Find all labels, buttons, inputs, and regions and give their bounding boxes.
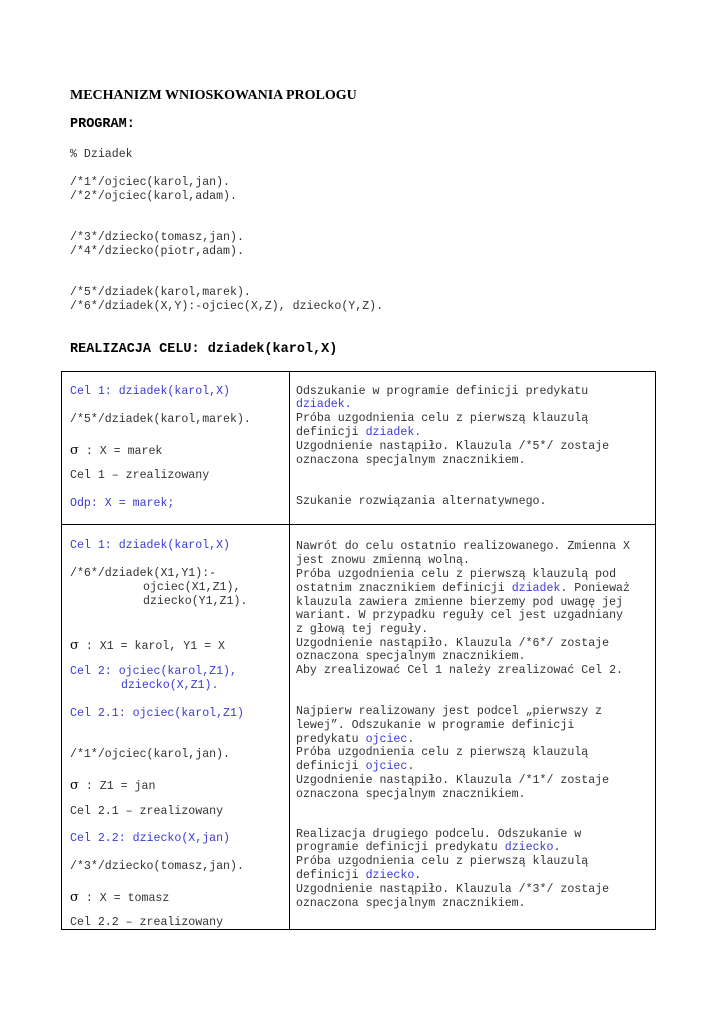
predicate-name: ojciec <box>365 733 408 746</box>
status-text: Cel 1 – zrealizowany <box>70 469 210 482</box>
substitution-text: : X1 = karol, Y1 = X <box>78 640 225 653</box>
predicate-name: ojciec <box>365 760 408 773</box>
clause-text: /*3*/dziecko(tomasz,jan). <box>70 860 244 873</box>
sigma-symbol: σ <box>70 778 79 793</box>
explanation-line: Najpierw realizowany jest podcel „pierwszy z <box>296 705 603 718</box>
explanation-text: definicji <box>296 760 366 773</box>
explanation-text: definicji <box>296 869 366 882</box>
explanation-line: Nawrót do celu ostatnio realizowanego. Zmienna X <box>296 540 630 553</box>
sigma-symbol: σ <box>70 890 79 905</box>
explanation-line: Uzgodnienie nastąpiło. Klauzula /*3*/ zostaje <box>296 883 610 896</box>
substitution-text: : Z1 = jan <box>78 780 156 793</box>
explanation-line: Uzgodnienie nastąpiło. Klauzula /*5*/ zostaje <box>296 440 610 453</box>
explanation-line: lewej”. Odszukanie w programie definicji <box>296 719 575 732</box>
explanation-text: . <box>414 869 422 882</box>
explanation-text: . <box>407 733 415 746</box>
explanation-line: Próba uzgodnienia celu z pierwszą klauzulą <box>296 412 589 425</box>
explanation-line: Próba uzgodnienia celu z pierwszą klauzulą <box>296 746 589 759</box>
explanation-line <box>296 869 421 882</box>
explanation-line: jest znowu zmienną wolną. <box>296 554 470 567</box>
explanation-text: . Ponieważ <box>560 582 630 595</box>
explanation-line: Uzgodnienie nastąpiło. Klauzula /*6*/ zostaje <box>296 637 610 650</box>
explanation-line: dziadek. <box>296 398 352 411</box>
explanation-line: klauzula zawiera zmienne bierzemy pod uwagę jej <box>296 596 623 609</box>
explanation-line <box>296 733 414 746</box>
explanation-line: wariant. W przypadku reguły cel jest uzgadniany <box>296 609 623 622</box>
clause-text: ojciec(X1,Z1), <box>143 581 241 594</box>
explanation-line: Szukanie rozwiązania alternatywnego. <box>296 495 547 508</box>
predicate-name: dziadek. <box>365 426 422 439</box>
predicate-name: dziadek <box>511 582 561 595</box>
explanation-line: oznaczona specjalnym znacznikiem. <box>296 788 526 801</box>
explanation-line: Uzgodnienie nastąpiło. Klauzula /*1*/ zostaje <box>296 774 610 787</box>
sigma-symbol: σ <box>70 443 79 458</box>
substitution <box>70 888 169 906</box>
explanation-line: oznaczona specjalnym znacznikiem. <box>296 897 526 910</box>
explanation-line: Próba uzgodnienia celu z pierwszą klauzulą <box>296 855 589 868</box>
goal-heading: REALIZACJA CELU: dziadek(karol,X) <box>70 342 338 357</box>
explanation-text: . <box>553 841 561 854</box>
goal-label: Cel 2: ojciec(karol,Z1), <box>70 665 237 678</box>
program-line: /*1*/ojciec(karol,jan). <box>70 176 231 189</box>
clause-text: /*5*/dziadek(karol,marek). <box>70 413 251 426</box>
explanation-text: predykatu <box>296 733 366 746</box>
explanation-text: ostatnim znacznikiem definicji <box>296 582 512 595</box>
predicate-name: dziecko <box>365 869 415 882</box>
table-column-divider <box>289 371 290 930</box>
program-line: /*2*/ojciec(karol,adam). <box>70 190 237 203</box>
status-text: Cel 2.1 – zrealizowany <box>70 805 224 818</box>
substitution <box>70 776 155 794</box>
program-line: /*5*/dziadek(karol,marek). <box>70 286 251 299</box>
document-title: MECHANIZM WNIOSKOWANIA PROLOGU <box>70 88 357 103</box>
goal-label: Cel 2.2: dziecko(X,jan) <box>70 832 231 845</box>
explanation-line: z głową tej reguły. <box>296 623 429 636</box>
clause-text: dziecko(Y1,Z1). <box>143 595 248 608</box>
status-text: Cel 2.2 – zrealizowany <box>70 916 224 929</box>
explanation-line <box>296 760 414 773</box>
program-comment: % Dziadek <box>70 148 133 161</box>
substitution <box>70 636 225 654</box>
clause-text: /*1*/ojciec(karol,jan). <box>70 748 231 761</box>
program-line: /*3*/dziecko(tomasz,jan). <box>70 231 244 244</box>
explanation-line <box>296 841 560 854</box>
explanation-text: definicji <box>296 426 366 439</box>
explanation-line: Próba uzgodnienia celu z pierwszą klauzulą pod <box>296 568 617 581</box>
explanation-line: Aby zrealizować Cel 1 należy zrealizować Cel 2. <box>296 664 623 677</box>
predicate-name: dziecko <box>504 841 554 854</box>
goal-label: Cel 1: dziadek(karol,X) <box>70 385 231 398</box>
substitution-text: : X = marek <box>78 445 163 458</box>
goal-label: dziecko(X,Z1). <box>121 679 219 692</box>
program-heading: PROGRAM: <box>70 117 135 132</box>
goal-label: Cel 2.1: ojciec(karol,Z1) <box>70 707 244 720</box>
table-row-divider <box>61 524 656 525</box>
explanation-text: . <box>407 760 415 773</box>
clause-text: /*6*/dziadek(X1,Y1):- <box>70 567 217 580</box>
explanation-text: programie definicji predykatu <box>296 841 505 854</box>
program-line: /*6*/dziadek(X,Y):-ojciec(X,Z), dziecko(Y,Z). <box>70 300 384 313</box>
answer-text: Odp: X = marek; <box>70 497 175 510</box>
substitution <box>70 441 162 459</box>
explanation-line: Odszukanie w programie definicji predykatu <box>296 385 589 398</box>
explanation-line <box>296 582 630 595</box>
goal-label: Cel 1: dziadek(karol,X) <box>70 539 231 552</box>
explanation-line: Realizacja drugiego podcelu. Odszukanie w <box>296 828 582 841</box>
substitution-text: : X = tomasz <box>78 892 170 905</box>
explanation-line: oznaczona specjalnym znacznikiem. <box>296 650 526 663</box>
sigma-symbol: σ <box>70 638 79 653</box>
program-line: /*4*/dziecko(piotr,adam). <box>70 245 244 258</box>
explanation-line <box>296 426 421 439</box>
explanation-line: oznaczona specjalnym znacznikiem. <box>296 454 526 467</box>
